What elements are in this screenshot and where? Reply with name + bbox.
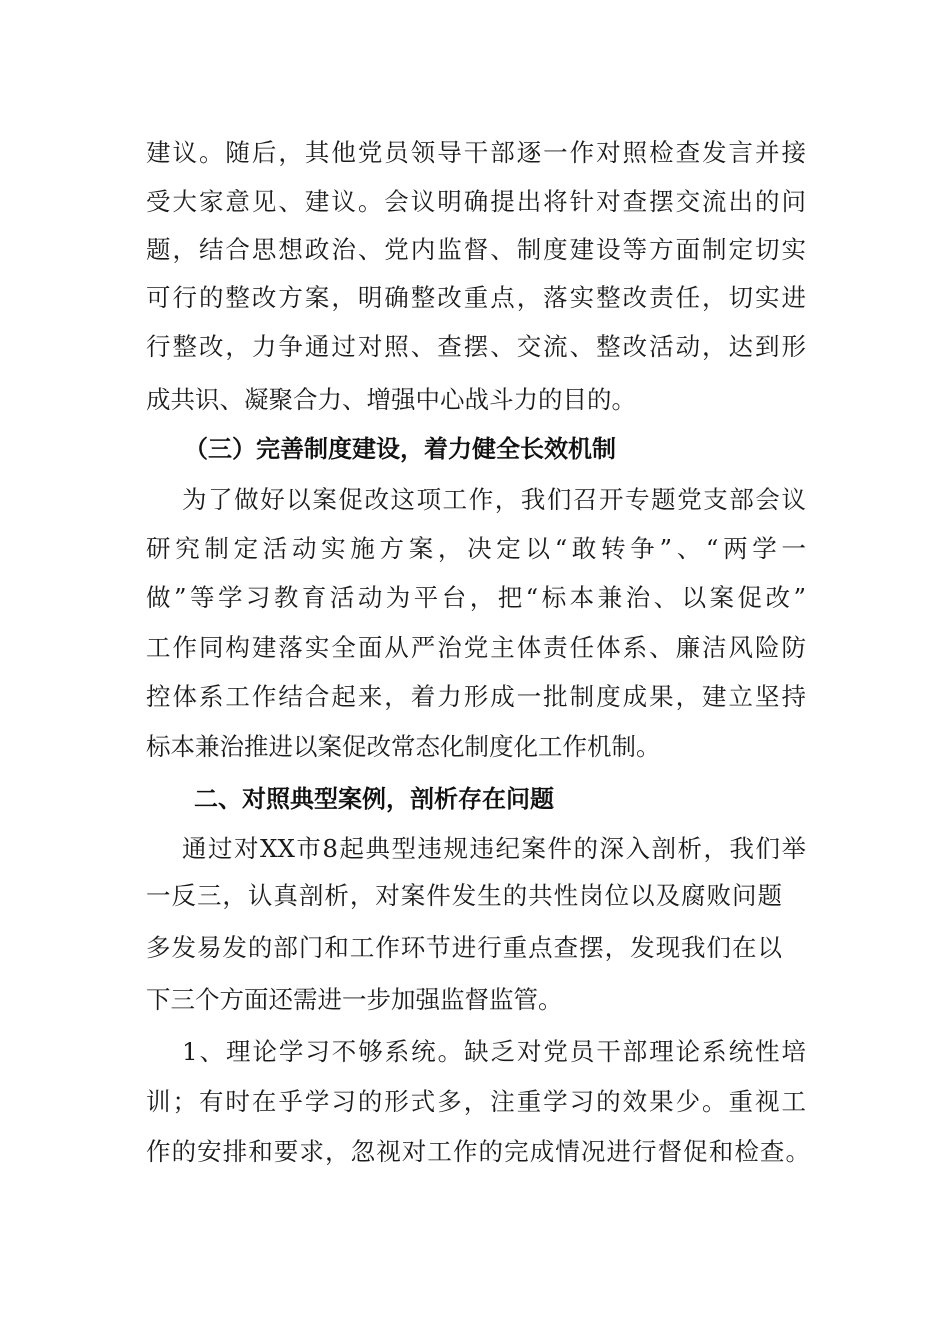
- paragraph-line: 可行的整改方案，明确整改重点，落实整改责任，切实进: [146, 283, 806, 312]
- paragraph-line: 标本兼治推进以案促改常态化制度化工作机制。: [146, 732, 661, 761]
- paragraph-line: 作的安排和要求，忽视对工作的完成情况进行督促和检查。: [146, 1137, 810, 1166]
- paragraph-line: 题，结合思想政治、党内监督、制度建设等方面制定切实: [146, 235, 806, 264]
- paragraph-line: 研究制定活动实施方案，决定以“敢转争”、“两学一: [146, 534, 806, 563]
- paragraph-line: 1、理论学习不够系统。缺乏对党员干部理论系统性培: [182, 1037, 806, 1066]
- paragraph-line: 为了做好以案促改这项工作，我们召开专题党支部会议: [182, 485, 806, 514]
- paragraph-line: 成共识、凝聚合力、增强中心战斗力的目的。: [146, 385, 636, 414]
- paragraph-line: 下三个方面还需进一步加强监督监管。: [146, 985, 563, 1014]
- paragraph-line: 建议。随后，其他党员领导干部逐一作对照检查发言并接: [146, 138, 806, 167]
- paragraph-line: 受大家意见、建议。会议明确提出将针对查摆交流出的问: [146, 187, 806, 216]
- paragraph-line: 控体系工作结合起来，着力形成一批制度成果，建立坚持: [146, 682, 806, 711]
- paragraph-line: 行整改，力争通过对照、查摆、交流、整改活动，达到形: [146, 332, 806, 361]
- paragraph-line: 通过对XX市8起典型违规违纪案件的深入剖析，我们举: [182, 834, 806, 863]
- paragraph-line: 训；有时在乎学习的形式多，注重学习的效果少。重视工: [146, 1087, 806, 1116]
- paragraph-line: 做”等学习教育活动为平台，把“标本兼治、以案促改”: [146, 583, 806, 612]
- section-heading-2: 二、对照典型案例，剖析存在问题: [194, 785, 554, 813]
- paragraph-line: 工作同构建落实全面从严治党主体责任体系、廉洁风险防: [146, 633, 806, 662]
- paragraph-line: 一反三，认真剖析，对案件发生的共性岗位以及腐败问题: [146, 881, 782, 910]
- paragraph-line: 多发易发的部门和工作环节进行重点查摆，发现我们在以: [146, 933, 782, 962]
- section-heading-3: （三）完善制度建设，着力健全长效机制: [184, 435, 616, 463]
